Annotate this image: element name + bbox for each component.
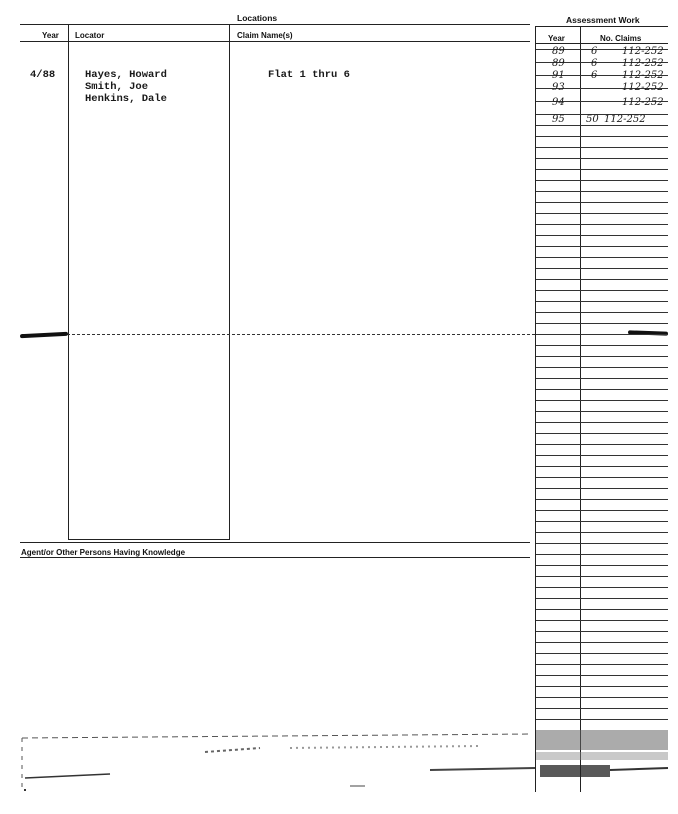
aw-year: 94: [552, 97, 565, 108]
aw-claims: 112-252: [622, 97, 664, 108]
aw-claims: 112-252: [622, 70, 664, 81]
aw-year: 89: [552, 46, 565, 57]
aw-year: 89: [552, 58, 565, 69]
locator-column-header: Locator: [75, 31, 105, 40]
aw-claims: 112-252: [604, 114, 646, 125]
aw-claims: 112-252: [622, 46, 664, 57]
claim-name: Flat 1 thru 6: [268, 69, 350, 81]
location-year: 4/88: [30, 69, 56, 81]
aw-year: 91: [552, 70, 565, 81]
claim-names-column-header: Claim Name(s): [237, 31, 293, 40]
aw-claims: 112-252: [622, 82, 664, 93]
aw-year: 93: [552, 82, 565, 93]
aw-year: 95: [552, 114, 565, 125]
locator-name: Henkins, Dale: [85, 93, 167, 105]
aw-count: 50: [586, 114, 599, 125]
aw-count: 6: [591, 70, 598, 81]
agents-label: Agent/or Other Persons Having Knowledge: [21, 548, 186, 557]
aw-count: 6: [591, 58, 598, 69]
locations-header: Locations: [237, 13, 278, 23]
aw-claims: 112-252: [622, 58, 664, 69]
aw-year-column-header: Year: [548, 34, 565, 43]
year-column-header: Year: [42, 31, 59, 40]
assessment-work-header: Assessment Work: [566, 15, 640, 25]
aw-count: 6: [591, 46, 598, 57]
locator-name: Smith, Joe: [85, 81, 149, 93]
locator-name: Hayes, Howard: [85, 69, 167, 81]
aw-claims-column-header: No. Claims: [600, 34, 642, 43]
